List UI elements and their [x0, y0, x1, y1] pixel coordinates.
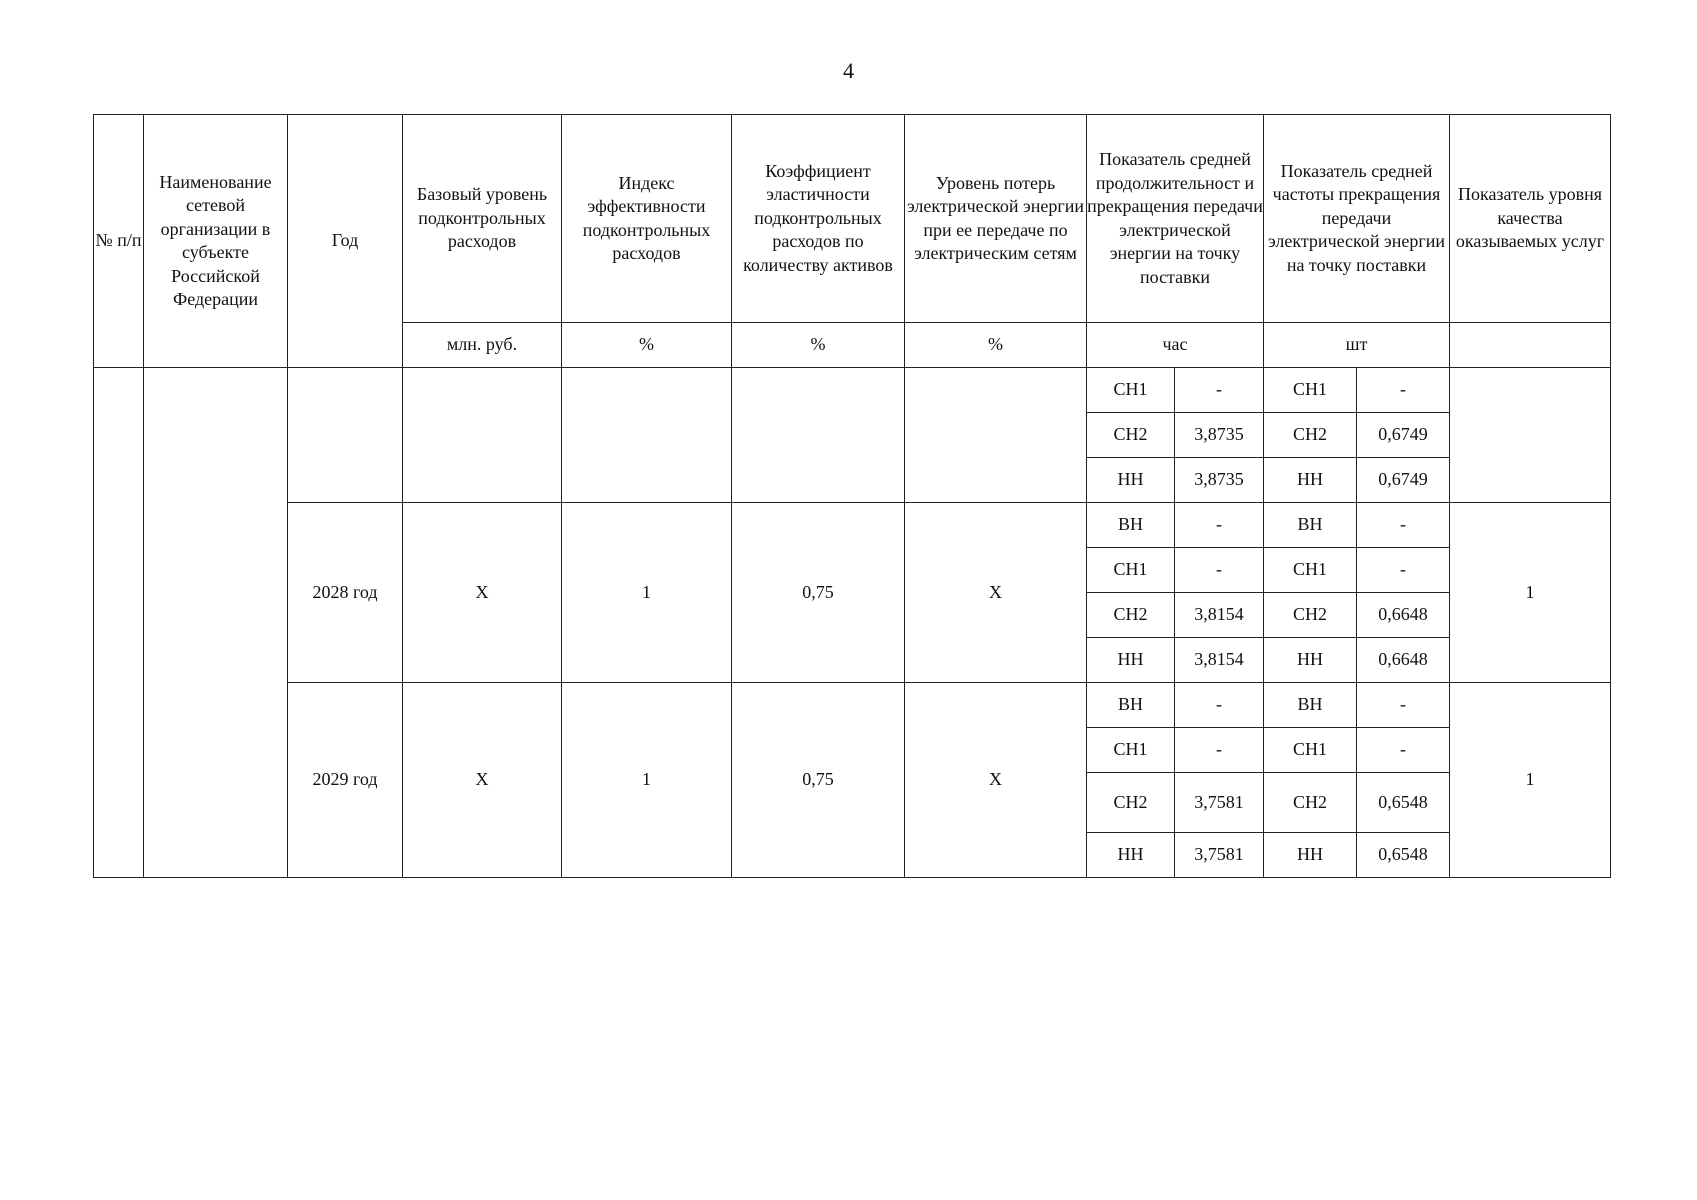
cell-quality — [1450, 368, 1611, 503]
frequency-value: - — [1357, 368, 1450, 413]
cell-efficiency-index: 1 — [562, 683, 732, 878]
unit-avg-duration: час — [1087, 323, 1264, 368]
duration-voltage-label: СН1 — [1087, 548, 1175, 593]
duration-value: 3,8154 — [1175, 638, 1264, 683]
duration-voltage-label: НН — [1087, 638, 1175, 683]
cell-base-level: Х — [403, 683, 562, 878]
duration-voltage-label: НН — [1087, 833, 1175, 878]
cell-efficiency-index: 1 — [562, 503, 732, 683]
table-row — [94, 368, 1611, 413]
duration-value: - — [1175, 683, 1264, 728]
frequency-value: 0,6749 — [1357, 458, 1450, 503]
duration-value: - — [1175, 368, 1264, 413]
frequency-value: 0,6648 — [1357, 638, 1450, 683]
frequency-voltage-label: ВН — [1264, 683, 1357, 728]
duration-voltage-label: СН2 — [1087, 593, 1175, 638]
duration-voltage-label: ВН — [1087, 683, 1175, 728]
frequency-value: 0,6548 — [1357, 773, 1450, 833]
unit-loss-level: % — [905, 323, 1087, 368]
unit-quality — [1450, 323, 1611, 368]
page-number: 4 — [843, 58, 854, 83]
frequency-voltage-label: ВН — [1264, 503, 1357, 548]
duration-voltage-label: ВН — [1087, 503, 1175, 548]
cell-year — [288, 368, 403, 503]
header-efficiency-index: Индекс эффективности подконтрольных расходов — [562, 115, 732, 323]
unit-base-level: млн. руб. — [403, 323, 562, 368]
duration-voltage-label: СН2 — [1087, 773, 1175, 833]
duration-voltage-label: СН2 — [1087, 413, 1175, 458]
cell-efficiency-index — [562, 368, 732, 503]
unit-elasticity-coef: % — [732, 323, 905, 368]
header-avg-frequency: Показатель средней частоты прекращения передачи электрической энергии на точку поставки — [1264, 115, 1450, 323]
duration-value: - — [1175, 548, 1264, 593]
unit-efficiency-index: % — [562, 323, 732, 368]
frequency-value: - — [1357, 683, 1450, 728]
duration-value: - — [1175, 728, 1264, 773]
frequency-voltage-label: НН — [1264, 638, 1357, 683]
header-org-name: Наименование сетевой организации в субъекте Российской Федерации — [144, 115, 288, 368]
frequency-voltage-label: НН — [1264, 833, 1357, 878]
frequency-value: 0,6548 — [1357, 833, 1450, 878]
cell-base-level: Х — [403, 503, 562, 683]
frequency-value: 0,6749 — [1357, 413, 1450, 458]
frequency-voltage-label: СН1 — [1264, 368, 1357, 413]
header-year: Год — [288, 115, 403, 368]
duration-value: 3,7581 — [1175, 773, 1264, 833]
table-row — [94, 503, 1611, 548]
frequency-voltage-label: НН — [1264, 458, 1357, 503]
cell-year: 2029 год — [288, 683, 403, 878]
duration-value: - — [1175, 503, 1264, 548]
cell-elasticity-coef — [732, 368, 905, 503]
cell-elasticity-coef: 0,75 — [732, 683, 905, 878]
table-row — [94, 683, 1611, 728]
cell-loss-level: Х — [905, 683, 1087, 878]
header-row — [94, 115, 1611, 323]
frequency-voltage-label: СН1 — [1264, 728, 1357, 773]
header-avg-duration: Показатель средней продолжительност и прекращения передачи электрической энергии на точку поставки — [1087, 115, 1264, 323]
duration-value: 3,7581 — [1175, 833, 1264, 878]
frequency-voltage-label: СН2 — [1264, 773, 1357, 833]
cell-base-level — [403, 368, 562, 503]
duration-value: 3,8735 — [1175, 458, 1264, 503]
duration-voltage-label: СН1 — [1087, 728, 1175, 773]
duration-value: 3,8154 — [1175, 593, 1264, 638]
duration-value: 3,8735 — [1175, 413, 1264, 458]
frequency-value: - — [1357, 503, 1450, 548]
frequency-voltage-label: СН2 — [1264, 413, 1357, 458]
header-loss-level: Уровень потерь электрической энергии при ее передаче по электрическим сетям — [905, 115, 1087, 323]
cell-quality: 1 — [1450, 683, 1611, 878]
duration-voltage-label: СН1 — [1087, 368, 1175, 413]
cell-year: 2028 год — [288, 503, 403, 683]
cell-org-name — [144, 368, 288, 878]
cell-elasticity-coef: 0,75 — [732, 503, 905, 683]
duration-voltage-label: НН — [1087, 458, 1175, 503]
cell-loss-level: Х — [905, 503, 1087, 683]
cell-num — [94, 368, 144, 878]
frequency-voltage-label: СН2 — [1264, 593, 1357, 638]
frequency-voltage-label: СН1 — [1264, 548, 1357, 593]
frequency-value: - — [1357, 728, 1450, 773]
indicators-table — [93, 114, 1611, 878]
cell-quality: 1 — [1450, 503, 1611, 683]
header-num: № п/п — [94, 115, 144, 368]
cell-loss-level — [905, 368, 1087, 503]
frequency-value: 0,6648 — [1357, 593, 1450, 638]
frequency-value: - — [1357, 548, 1450, 593]
unit-avg-frequency: шт — [1264, 323, 1450, 368]
header-base-level: Базовый уровень подконтрольных расходов — [403, 115, 562, 323]
header-quality: Показатель уровня качества оказываемых услуг — [1450, 115, 1611, 323]
header-elasticity-coef: Коэффициент эластичности подконтрольных расходов по количеству активов — [732, 115, 905, 323]
